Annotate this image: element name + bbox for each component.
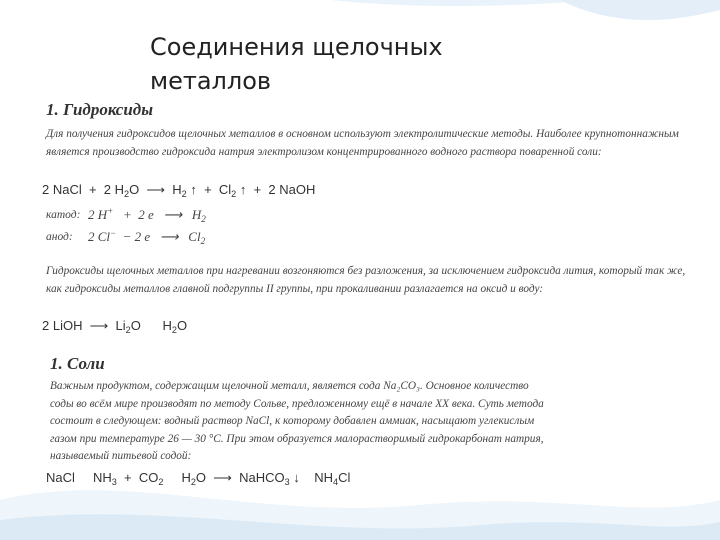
equation-solvay: NaCl $NH_3 + CO_2$ $H_2O$ ⟶ NaHCO$_3$ ↓ $NH_4Cl$: [46, 470, 351, 487]
equation-anode: 2 Cl− − 2 e ⟶ $Cl_2$: [88, 228, 206, 246]
equation-lioh-decomposition: 2 LiOH ⟶ $Li_2O$ $H_2O$: [42, 318, 188, 335]
anode-label: анод:: [46, 231, 73, 243]
slide-title-line2: металлов: [150, 67, 272, 95]
section-heading-salts: 1. Соли: [50, 354, 105, 373]
slide-title-line1: Соединения щелочных: [150, 33, 443, 61]
paragraph-hydroxides-sublimation: Гидроксиды щелочных металлов при нагревании возгоняются без разложения, за исключением гидроксида лития, который так же, как гидроксиды металлов главной подгруппы II группы, при прокаливании разлагается на оксид и воду:: [46, 265, 686, 295]
equation-cathode: 2 H+ + 2 e ⟶ $H_2$: [88, 206, 206, 224]
equation-electrolysis: 2 NaCl + 2 $H_2O$ ⟶ $H_2$ ↑ + $Cl_2$ ↑ + 2 NaOH: [42, 182, 316, 199]
section-heading-hydroxides: 1. Гидроксиды: [46, 100, 154, 119]
slide-title: [150, 30, 443, 98]
paragraph-solvay-process: Важным продуктом, содержащим щелочной металл, является сода Na₂CO₃. Основное количество соды во всём мире производят по методу Сольве, предложенному ещё в начале XX века. Суть метода состоит в следующем: водный раствор NaCl, к которому добавлен аммиак, насыщают углекислым газом при температуре 26 — 30 °C. При этом образуется малорастворимый гидрокарбонат натрия, называемый питьевой содой:: [50, 380, 544, 462]
paragraph-hydroxides-production: Для получения гидроксидов щелочных металлов в основном используют электролитические методы. Наиболее крупнотоннажным является производство гидроксида натрия электролизом концентрированного водного раствора поваренной соли:: [46, 128, 679, 158]
cathode-label: катод:: [46, 209, 81, 221]
